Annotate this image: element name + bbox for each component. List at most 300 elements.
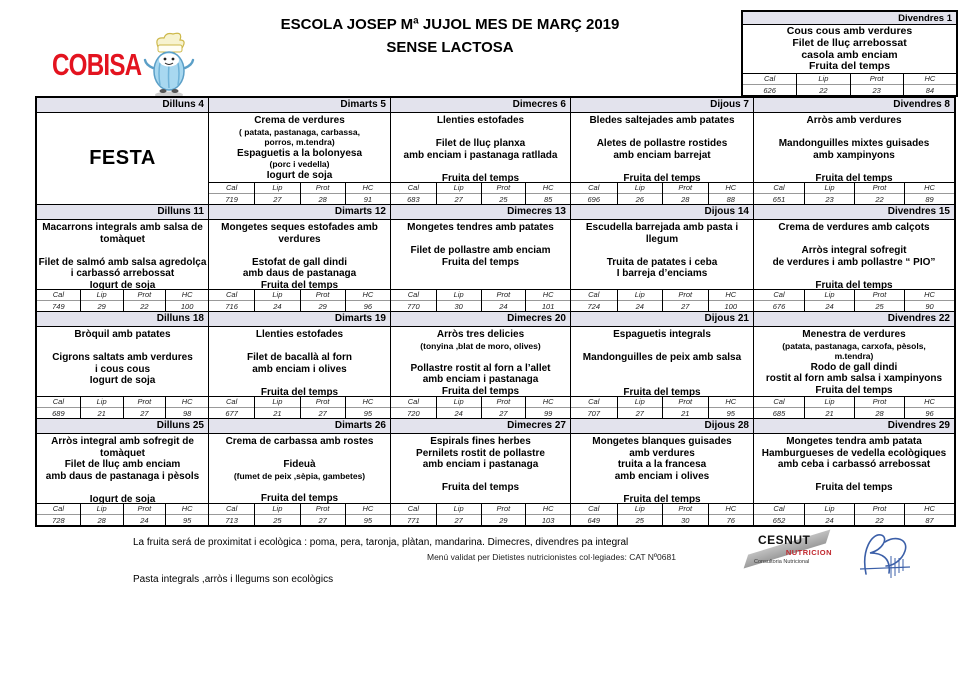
week-content-row xyxy=(37,434,954,525)
menu-line: Filet de pollastre amb enciam xyxy=(410,245,551,256)
nutrition-header: Lip xyxy=(255,290,299,301)
menu-line: Espaguetis a la bolonyesa xyxy=(236,147,363,159)
nutrition-header: Cal xyxy=(571,504,617,515)
nutrition-cell xyxy=(391,397,436,419)
menu-line: Mandonguilles mixtes guisades xyxy=(778,138,930,149)
intro-day-box xyxy=(741,10,958,97)
nutrition-header: HC xyxy=(526,290,570,301)
day-header-cell: Divendres 15 xyxy=(753,205,954,219)
day-menu xyxy=(391,220,570,289)
day-header-cell: Dijous 14 xyxy=(570,205,753,219)
day-cell xyxy=(37,434,208,525)
nutrition-header: Cal xyxy=(37,504,80,515)
nutrition-value: 95 xyxy=(182,516,192,525)
menu-line: (tonyina ,blat de moro, olives) xyxy=(420,340,541,351)
nutrition-cell xyxy=(754,290,804,312)
menu-line: Mongetes blanques guisades xyxy=(592,436,732,447)
nutrition-header: Prot xyxy=(663,397,708,408)
menu-line xyxy=(754,161,954,173)
nutrition-header: Prot xyxy=(855,290,904,301)
menu-line: amb xampinyons xyxy=(813,149,895,161)
nutrition-header: HC xyxy=(166,504,208,515)
nutrition-cell xyxy=(254,183,299,205)
menu-line: Pernilets rostit de pollastre xyxy=(416,447,545,459)
menu-line: amb daus de pastanaga i pèsols xyxy=(45,470,200,482)
menu-line xyxy=(571,280,753,290)
nutrition-value: 87 xyxy=(925,516,934,525)
nutrition-value: 26 xyxy=(635,195,644,204)
nutrition-cell xyxy=(123,290,166,312)
nutrition-value: 27 xyxy=(318,409,327,418)
nutrition-value: 24 xyxy=(140,516,149,525)
nutrition-strip xyxy=(571,396,753,418)
nutrition-cell xyxy=(708,183,754,205)
day-menu xyxy=(571,434,753,503)
nutrition-value: 707 xyxy=(587,409,600,418)
menu-line: Escudella barrejada amb pasta i llegum xyxy=(585,222,739,245)
nutrition-cell xyxy=(662,504,708,526)
nutrition-strip xyxy=(571,289,753,311)
title-line2: SENSE LACTOSA xyxy=(386,39,514,56)
nutrition-cell xyxy=(796,74,849,96)
nutrition-header: Lip xyxy=(805,397,854,408)
day-cell xyxy=(570,220,753,311)
menu-line xyxy=(209,448,390,460)
nutrition-strip xyxy=(209,503,390,525)
nutrition-header: HC xyxy=(346,290,390,301)
day-cell xyxy=(753,327,954,418)
day-header-cell: Dilluns 4 xyxy=(162,99,204,110)
nutrition-value: 84 xyxy=(925,86,935,96)
menu-line: amb enciam i olives xyxy=(614,470,710,482)
nutrition-cell xyxy=(254,290,299,312)
day-cell xyxy=(390,434,570,525)
menu-line: Llenties estofades xyxy=(255,329,344,340)
nutrition-cell xyxy=(391,504,436,526)
nutrition-strip xyxy=(391,396,570,418)
menu-line: Mongetes tendra amb patata xyxy=(786,436,922,447)
day-header-cell: Dimarts 12 xyxy=(208,205,390,219)
nutrition-value: 95 xyxy=(363,409,373,418)
nutrition-header: Prot xyxy=(124,290,166,301)
menu-line xyxy=(571,161,753,173)
menu-line: Mandonguilles de peix amb salsa xyxy=(582,352,742,363)
nutrition-value: 689 xyxy=(52,409,65,418)
nutrition-header: Cal xyxy=(209,290,254,301)
nutrition-header: HC xyxy=(905,397,954,408)
nutrition-cell xyxy=(571,183,617,205)
menu-line: Fruita del temps xyxy=(623,386,701,396)
signature-icon xyxy=(852,528,916,588)
nutrition-value: 25 xyxy=(273,516,282,525)
week-content-row xyxy=(37,327,954,418)
nutrition-header: Prot xyxy=(124,504,166,515)
menu-line: Fruita del temps xyxy=(815,482,893,493)
day-menu xyxy=(571,113,753,182)
day-menu xyxy=(37,220,208,289)
nutrition-header: Cal xyxy=(209,397,254,408)
nutrition-header: HC xyxy=(905,183,954,194)
menu-line: Fruita del temps xyxy=(815,384,893,396)
day-cell xyxy=(753,434,954,525)
menu-line xyxy=(37,245,208,257)
nutrition-strip xyxy=(37,396,208,418)
nutrition-cell xyxy=(571,290,617,312)
nutrition-value: 88 xyxy=(726,195,735,204)
nutrition-header: HC xyxy=(166,290,208,301)
nutrition-cell xyxy=(37,290,80,312)
menu-line xyxy=(391,234,570,246)
day-menu xyxy=(209,327,390,396)
menu-line: (patata, pastanaga, carxofa, pèsols, xyxy=(782,340,926,351)
nutrition-value: 27 xyxy=(273,195,282,204)
nutrition-value: 771 xyxy=(407,516,420,525)
menu-line: casola amb enciam xyxy=(801,48,898,61)
week-header-row xyxy=(37,418,954,434)
nutrition-cell xyxy=(525,504,570,526)
nutrition-header: HC xyxy=(526,397,570,408)
nutrition-cell xyxy=(904,290,954,312)
nutrition-cell xyxy=(854,183,904,205)
nutrition-cell xyxy=(481,290,526,312)
nutrition-cell xyxy=(662,397,708,419)
note-pasta: Pasta integrals ,arròs i llegums son ecològics xyxy=(133,574,334,585)
nutrition-cell xyxy=(854,290,904,312)
day-cell xyxy=(208,327,390,418)
day-cell xyxy=(208,220,390,311)
week-header-row xyxy=(37,204,954,220)
day-cell xyxy=(208,113,390,204)
menu-line: Rodo de gall dindi xyxy=(810,361,898,373)
nutrition-cell xyxy=(300,397,345,419)
nutrition-header: HC xyxy=(346,183,390,194)
menu-line xyxy=(754,268,954,280)
nutrition-cell xyxy=(300,290,345,312)
week-header-row xyxy=(37,311,954,327)
nutrition-header: Prot xyxy=(855,183,904,194)
menu-line: amb enciam barrejat xyxy=(613,149,711,161)
nutrition-cell xyxy=(617,504,663,526)
day-menu xyxy=(571,327,753,396)
day-menu xyxy=(209,113,390,182)
menu-line xyxy=(37,482,208,494)
nutrition-header: Prot xyxy=(482,183,526,194)
nutrition-strip xyxy=(209,396,390,418)
nutrition-value: 24 xyxy=(454,409,463,418)
day-menu xyxy=(391,327,570,396)
nutrition-value: 95 xyxy=(363,516,373,525)
nutrition-cell xyxy=(850,74,903,96)
day-menu xyxy=(391,434,570,503)
nutrition-value: 21 xyxy=(273,409,282,418)
menu-line: Filet de salmó amb salsa agredolça xyxy=(38,256,207,268)
nutrition-value: 96 xyxy=(925,409,934,418)
nutrition-header: Prot xyxy=(301,397,345,408)
nutrition-cell xyxy=(525,397,570,419)
nutrition-cell xyxy=(391,183,436,205)
day-cell xyxy=(37,327,208,418)
nutrition-value: 28 xyxy=(318,195,327,204)
nutrition-value: 76 xyxy=(726,516,735,525)
nutrition-value: 720 xyxy=(407,409,420,418)
menu-line: Fruita del temps xyxy=(441,256,520,268)
nutrition-value: 103 xyxy=(541,516,555,525)
nutrition-header: Prot xyxy=(124,397,166,408)
menu-line xyxy=(754,127,954,139)
nutrition-value: 96 xyxy=(363,302,373,311)
nutrition-header: Prot xyxy=(663,290,708,301)
nutrition-value: 28 xyxy=(681,195,690,204)
menu-line: Truita de patates i ceba xyxy=(606,256,718,268)
day-menu xyxy=(391,113,570,182)
day-header-cell: Dijous 21 xyxy=(570,312,753,326)
menu-line xyxy=(209,375,390,387)
nutrition-value: 27 xyxy=(499,409,508,418)
menu-line xyxy=(391,161,570,173)
nutrition-header: Prot xyxy=(482,290,526,301)
nutrition-value: 626 xyxy=(763,86,776,96)
nutrition-header: Cal xyxy=(571,183,617,194)
nutrition-value: 770 xyxy=(407,302,420,311)
note-validation: Menú validat per Dietistes nutricionistes col·legiades: CAT Nº0681 xyxy=(427,552,676,562)
menu-line: Crema de carbassa amb rostes xyxy=(225,436,374,447)
nutrition-strip xyxy=(209,289,390,311)
nutrition-cell xyxy=(904,183,954,205)
nutrition-value: 89 xyxy=(925,195,934,204)
nutrition-cell xyxy=(123,504,166,526)
nutrition-header: Prot xyxy=(482,397,526,408)
menu-line: I barreja d’enciams xyxy=(616,268,708,279)
nutrition-value: 27 xyxy=(635,409,644,418)
menu-line: Pollastre rostit al forn a l’allet xyxy=(410,362,551,374)
nutrition-header: Cal xyxy=(571,290,617,301)
nutrition-value: 25 xyxy=(499,195,508,204)
menu-line: Filet de lluç planxa xyxy=(435,138,526,149)
nutrition-cell xyxy=(436,397,481,419)
nutrition-header: HC xyxy=(346,504,390,515)
day-menu xyxy=(754,327,954,396)
nutrition-header: HC xyxy=(346,397,390,408)
menu-line: Cous cous amb verdures xyxy=(786,25,913,37)
menu-line: porros, m.tendra) xyxy=(264,137,335,147)
nutrition-header: Prot xyxy=(301,290,345,301)
nutrition-strip xyxy=(754,182,954,204)
menu-line: Filet de lluç amb enciam xyxy=(64,459,181,470)
nutrition-cell xyxy=(123,397,166,419)
menu-line: Crema de verdures xyxy=(254,115,345,126)
day-header-cell: Divendres 22 xyxy=(753,312,954,326)
nutrition-header: Cal xyxy=(754,183,804,194)
nutrition-value: 22 xyxy=(875,195,884,204)
nutrition-cell xyxy=(904,504,954,526)
nutrition-cell xyxy=(345,290,390,312)
nutrition-header: Cal xyxy=(37,290,80,301)
nutrition-header: Cal xyxy=(754,290,804,301)
menu-line: Fruita del temps xyxy=(623,172,701,182)
nutrition-value: 21 xyxy=(681,409,690,418)
nutrition-value: 728 xyxy=(52,516,65,525)
nutrition-header: Cal xyxy=(391,504,436,515)
menu-line: (porc i vedella) xyxy=(269,159,330,169)
nutrition-header: Lip xyxy=(255,504,299,515)
note-fruit: La fruita será de proximitat i ecològica : poma, pera, taronja, plàtan, mandarina. Dimecres, divendres pa integral xyxy=(133,537,629,548)
nutrition-cell xyxy=(254,397,299,419)
nutrition-value: 685 xyxy=(772,409,786,418)
nutrition-cell xyxy=(903,74,956,96)
menu-line: Aletes de pollastre rostides xyxy=(596,138,728,149)
nutrition-value: 23 xyxy=(825,195,834,204)
nutrition-header: HC xyxy=(905,504,954,515)
day-menu xyxy=(571,220,753,289)
nutrition-value: 101 xyxy=(541,302,555,311)
menu-line: de verdures i amb pollastre “ PIO” xyxy=(772,256,936,268)
nutrition-header: Prot xyxy=(482,504,526,515)
nutrition-value: 649 xyxy=(587,516,600,525)
nutrition-value: 652 xyxy=(772,516,786,525)
nutrition-header: Lip xyxy=(255,183,299,194)
nutrition-value: 27 xyxy=(318,516,327,525)
nutrition-cell xyxy=(80,504,123,526)
week-content-row xyxy=(37,220,954,311)
day-menu xyxy=(743,25,956,73)
menu-line: i cous cous xyxy=(94,363,150,375)
menu-line: Arròs amb verdures xyxy=(806,115,902,126)
nutrition-header: Cal xyxy=(754,504,804,515)
nutrition-cell xyxy=(525,290,570,312)
nutrition-cell xyxy=(345,397,390,419)
day-header-cell: Dimecres 20 xyxy=(390,312,570,326)
nutrition-cell xyxy=(662,183,708,205)
nutrition-value: 23 xyxy=(872,86,881,96)
day-cell xyxy=(753,220,954,311)
nutrition-header: Cal xyxy=(37,397,80,408)
day-header-cell: Dimecres 27 xyxy=(390,419,570,433)
day-cell xyxy=(743,25,956,95)
cesnut-logo xyxy=(748,533,840,587)
nutrition-cell xyxy=(854,397,904,419)
day-menu xyxy=(209,220,390,289)
menu-line xyxy=(571,364,753,376)
menu-line: Fruita del temps xyxy=(808,60,891,73)
day-cell xyxy=(753,113,954,204)
nutrition-header: Lip xyxy=(618,397,663,408)
nutrition-header: Lip xyxy=(797,74,849,85)
nutrition-cell xyxy=(804,397,854,419)
menu-line: Cigrons saltats amb verdures xyxy=(52,352,193,363)
nutrition-value: 25 xyxy=(875,302,884,311)
nutrition-header: Lip xyxy=(437,183,481,194)
menu-line: Iogurt de soja xyxy=(89,493,156,503)
nutrition-cell xyxy=(165,504,208,526)
day-menu xyxy=(37,434,208,503)
menu-line: amb ceba i carbassó arrebossat xyxy=(777,459,931,470)
nutrition-cell xyxy=(662,290,708,312)
nutrition-header: Cal xyxy=(209,183,254,194)
nutrition-cell xyxy=(743,74,796,96)
nutrition-cell xyxy=(481,397,526,419)
nutrition-cell xyxy=(804,183,854,205)
day-menu xyxy=(754,434,954,503)
nutrition-header: Lip xyxy=(805,290,854,301)
day-menu xyxy=(209,434,390,503)
menu-line: Arròs tres delicies xyxy=(436,329,525,340)
nutrition-header: Prot xyxy=(851,74,903,85)
day-cell xyxy=(37,220,208,311)
nutrition-header: Prot xyxy=(855,504,904,515)
menu-table xyxy=(35,96,956,527)
menu-line: Fruita del temps xyxy=(815,279,893,289)
nutrition-cell xyxy=(436,504,481,526)
nutrition-value: 100 xyxy=(724,302,737,311)
menu-line: Arròs integral sofregit xyxy=(801,245,907,256)
nutrition-value: 713 xyxy=(225,516,238,525)
nutrition-header: Cal xyxy=(571,397,617,408)
nutrition-strip xyxy=(754,289,954,311)
menu-line xyxy=(37,341,208,353)
day-cell xyxy=(570,434,753,525)
menu-line xyxy=(571,375,753,387)
page-title xyxy=(150,15,750,57)
nutrition-header: Lip xyxy=(437,504,481,515)
nutrition-value: 99 xyxy=(543,409,553,418)
nutrition-value: 28 xyxy=(97,516,106,525)
nutrition-header: Lip xyxy=(81,290,123,301)
menu-line: Iogurt de soja xyxy=(89,375,156,386)
nutrition-value: 21 xyxy=(97,409,106,418)
day-menu xyxy=(37,327,208,396)
menu-line xyxy=(571,341,753,353)
nutrition-header: HC xyxy=(709,290,754,301)
nutrition-cell xyxy=(854,504,904,526)
nutrition-cell xyxy=(617,397,663,419)
nutrition-cell xyxy=(254,504,299,526)
nutrition-header: Lip xyxy=(81,397,123,408)
cesnut-name: CESNUT xyxy=(758,533,811,547)
nutrition-cell xyxy=(904,397,954,419)
day-cell xyxy=(570,327,753,418)
nutrition-header: Lip xyxy=(805,183,854,194)
nutrition-cell xyxy=(481,504,526,526)
nutrition-cell xyxy=(754,183,804,205)
nutrition-header: Cal xyxy=(209,504,254,515)
nutrition-value: 29 xyxy=(499,516,508,525)
day-header-cell: Dimarts 19 xyxy=(208,312,390,326)
menu-line: verdures xyxy=(278,233,321,245)
nutrition-header: Lip xyxy=(437,397,481,408)
menu-line: Mongetes seques estofades amb xyxy=(221,222,378,233)
menu-line: amb enciam i pastanaga ratllada xyxy=(403,149,558,161)
menu-line: Iogurt de soja xyxy=(89,279,156,289)
nutrition-header: Lip xyxy=(81,504,123,515)
nutrition-value: 24 xyxy=(635,302,644,311)
nutrition-cell xyxy=(708,290,754,312)
menu-line: Fruita del temps xyxy=(260,386,339,396)
nutrition-value: 22 xyxy=(875,516,884,525)
menu-line: amb enciam i pastanaga xyxy=(422,374,539,385)
day-cell xyxy=(390,327,570,418)
nutrition-value: 90 xyxy=(925,302,934,311)
nutrition-value: 29 xyxy=(97,302,106,311)
day-header-cell: Divendres 8 xyxy=(753,98,954,112)
menu-line: Bròquil amb patates xyxy=(74,329,171,340)
nutrition-header: Prot xyxy=(301,183,345,194)
menu-line: Fruita del temps xyxy=(441,385,520,396)
day-header-cell: Dimarts 26 xyxy=(208,419,390,433)
day-header-cell: Dilluns 11 xyxy=(157,206,204,217)
nutrition-cell xyxy=(617,290,663,312)
nutrition-cell xyxy=(391,290,436,312)
menu-line: truita a la francesa xyxy=(617,459,707,470)
